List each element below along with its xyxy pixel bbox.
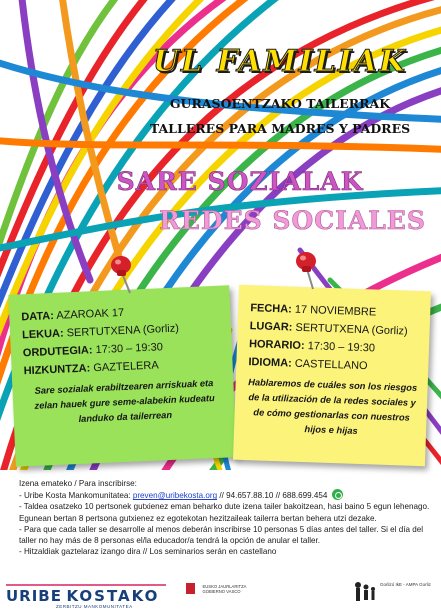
date-row: DATA: AZAROAK 17: [21, 306, 125, 324]
logo-word-kostako: KOSTAKO: [66, 587, 160, 605]
topic-spanish: REDES SOCIALES: [159, 206, 426, 235]
ampa-gorliz-logo: [352, 579, 438, 607]
pushpin-icon: [293, 249, 323, 291]
pushpin-icon: [108, 253, 138, 295]
logo-bar: [6, 584, 166, 586]
spanish-info-note: [233, 285, 431, 467]
topic-basque: SARE SOZIALAK: [116, 167, 364, 196]
registration-info: [10, 478, 435, 557]
spanish-description: Hablaremos de cuáles son los riesgos de la utilización de la redes sociales y de cómo gestionarlas con nuestros hijos e hijas: [248, 377, 418, 436]
family-silhouette-icon: [352, 579, 378, 605]
registration-contact: - Uribe Kosta Mankomunitatea: preven@uribekosta.org // 94.657.88.10 // 688.699.454: [10, 489, 435, 501]
poster-title: UL FAMILIAK: [152, 44, 408, 79]
ampa-text: Gorlizó IkE - AMPA Gorliz: [380, 582, 431, 587]
registration-rule-basque: - Taldea osatzeko 10 pertsonek gutxienez eman beharko dute izena tailer bakoitzean, hasi baino 5 egun lehenago. Egunean bertan 8 pertsona gutxienez ez egotekotan hezitzaileak tailerra bertan behera utzi dezake.: [19, 502, 430, 523]
subtitle-basque: GURASOENTZAKO TAILERRAK: [169, 96, 391, 111]
logo-small-text: ZERBITZU MANKOMUNITATEA: [56, 604, 133, 609]
uribe-kosta-logo: [6, 581, 166, 607]
language-row: HIZKUNTZA: GAZTELERA: [23, 359, 159, 378]
time-row: HORARIO: 17:30 – 19:30: [248, 338, 376, 355]
subtitle-spanish: TALLERES PARA MADRES Y PADRES: [149, 121, 411, 136]
email-link[interactable]: preven@uribekosta.org: [132, 491, 218, 501]
place-row: LEKUA: SERTUTXENA (Gorliz): [21, 322, 180, 342]
logo-word-uribe: URIBE: [6, 587, 62, 605]
registration-rule-spanish: - Para que cada taller se desarrolle al menos deberán inscribirse 10 personas 5 días antes del taller. Si el día del taller no hay más de 8 personas el/la educador/a tendrá la opción de anular el taller.: [19, 524, 424, 546]
basque-info-note: [8, 285, 236, 466]
registration-heading: Izena emateko / Para inscribirse:: [19, 479, 137, 488]
language-row: IDIOMA: CASTELLANO: [248, 356, 368, 373]
whatsapp-icon: [332, 489, 343, 500]
date-row: FECHA: 17 NOVIEMBRE: [250, 302, 377, 319]
language-note: - Hitzaldiak gaztelaraz izango dira // Los seminarios serán en castellano: [19, 547, 277, 557]
footer-logos: [0, 575, 441, 609]
time-row: ORDUTEGIA: 17:30 – 19:30: [22, 341, 164, 360]
basque-government-emblem-icon: [186, 583, 195, 594]
basque-government-logo: EUSKO JAURLARITZA GOBIERNO VASCO: [186, 580, 306, 605]
place-row: LUGAR: SERTUTXENA (Gorliz): [249, 320, 408, 338]
basque-description: Sare sozialak erabiltzearen arriskuak eta zelan hauek gure seme-alabekin kudeatu landuko da tailerrean: [34, 378, 215, 424]
